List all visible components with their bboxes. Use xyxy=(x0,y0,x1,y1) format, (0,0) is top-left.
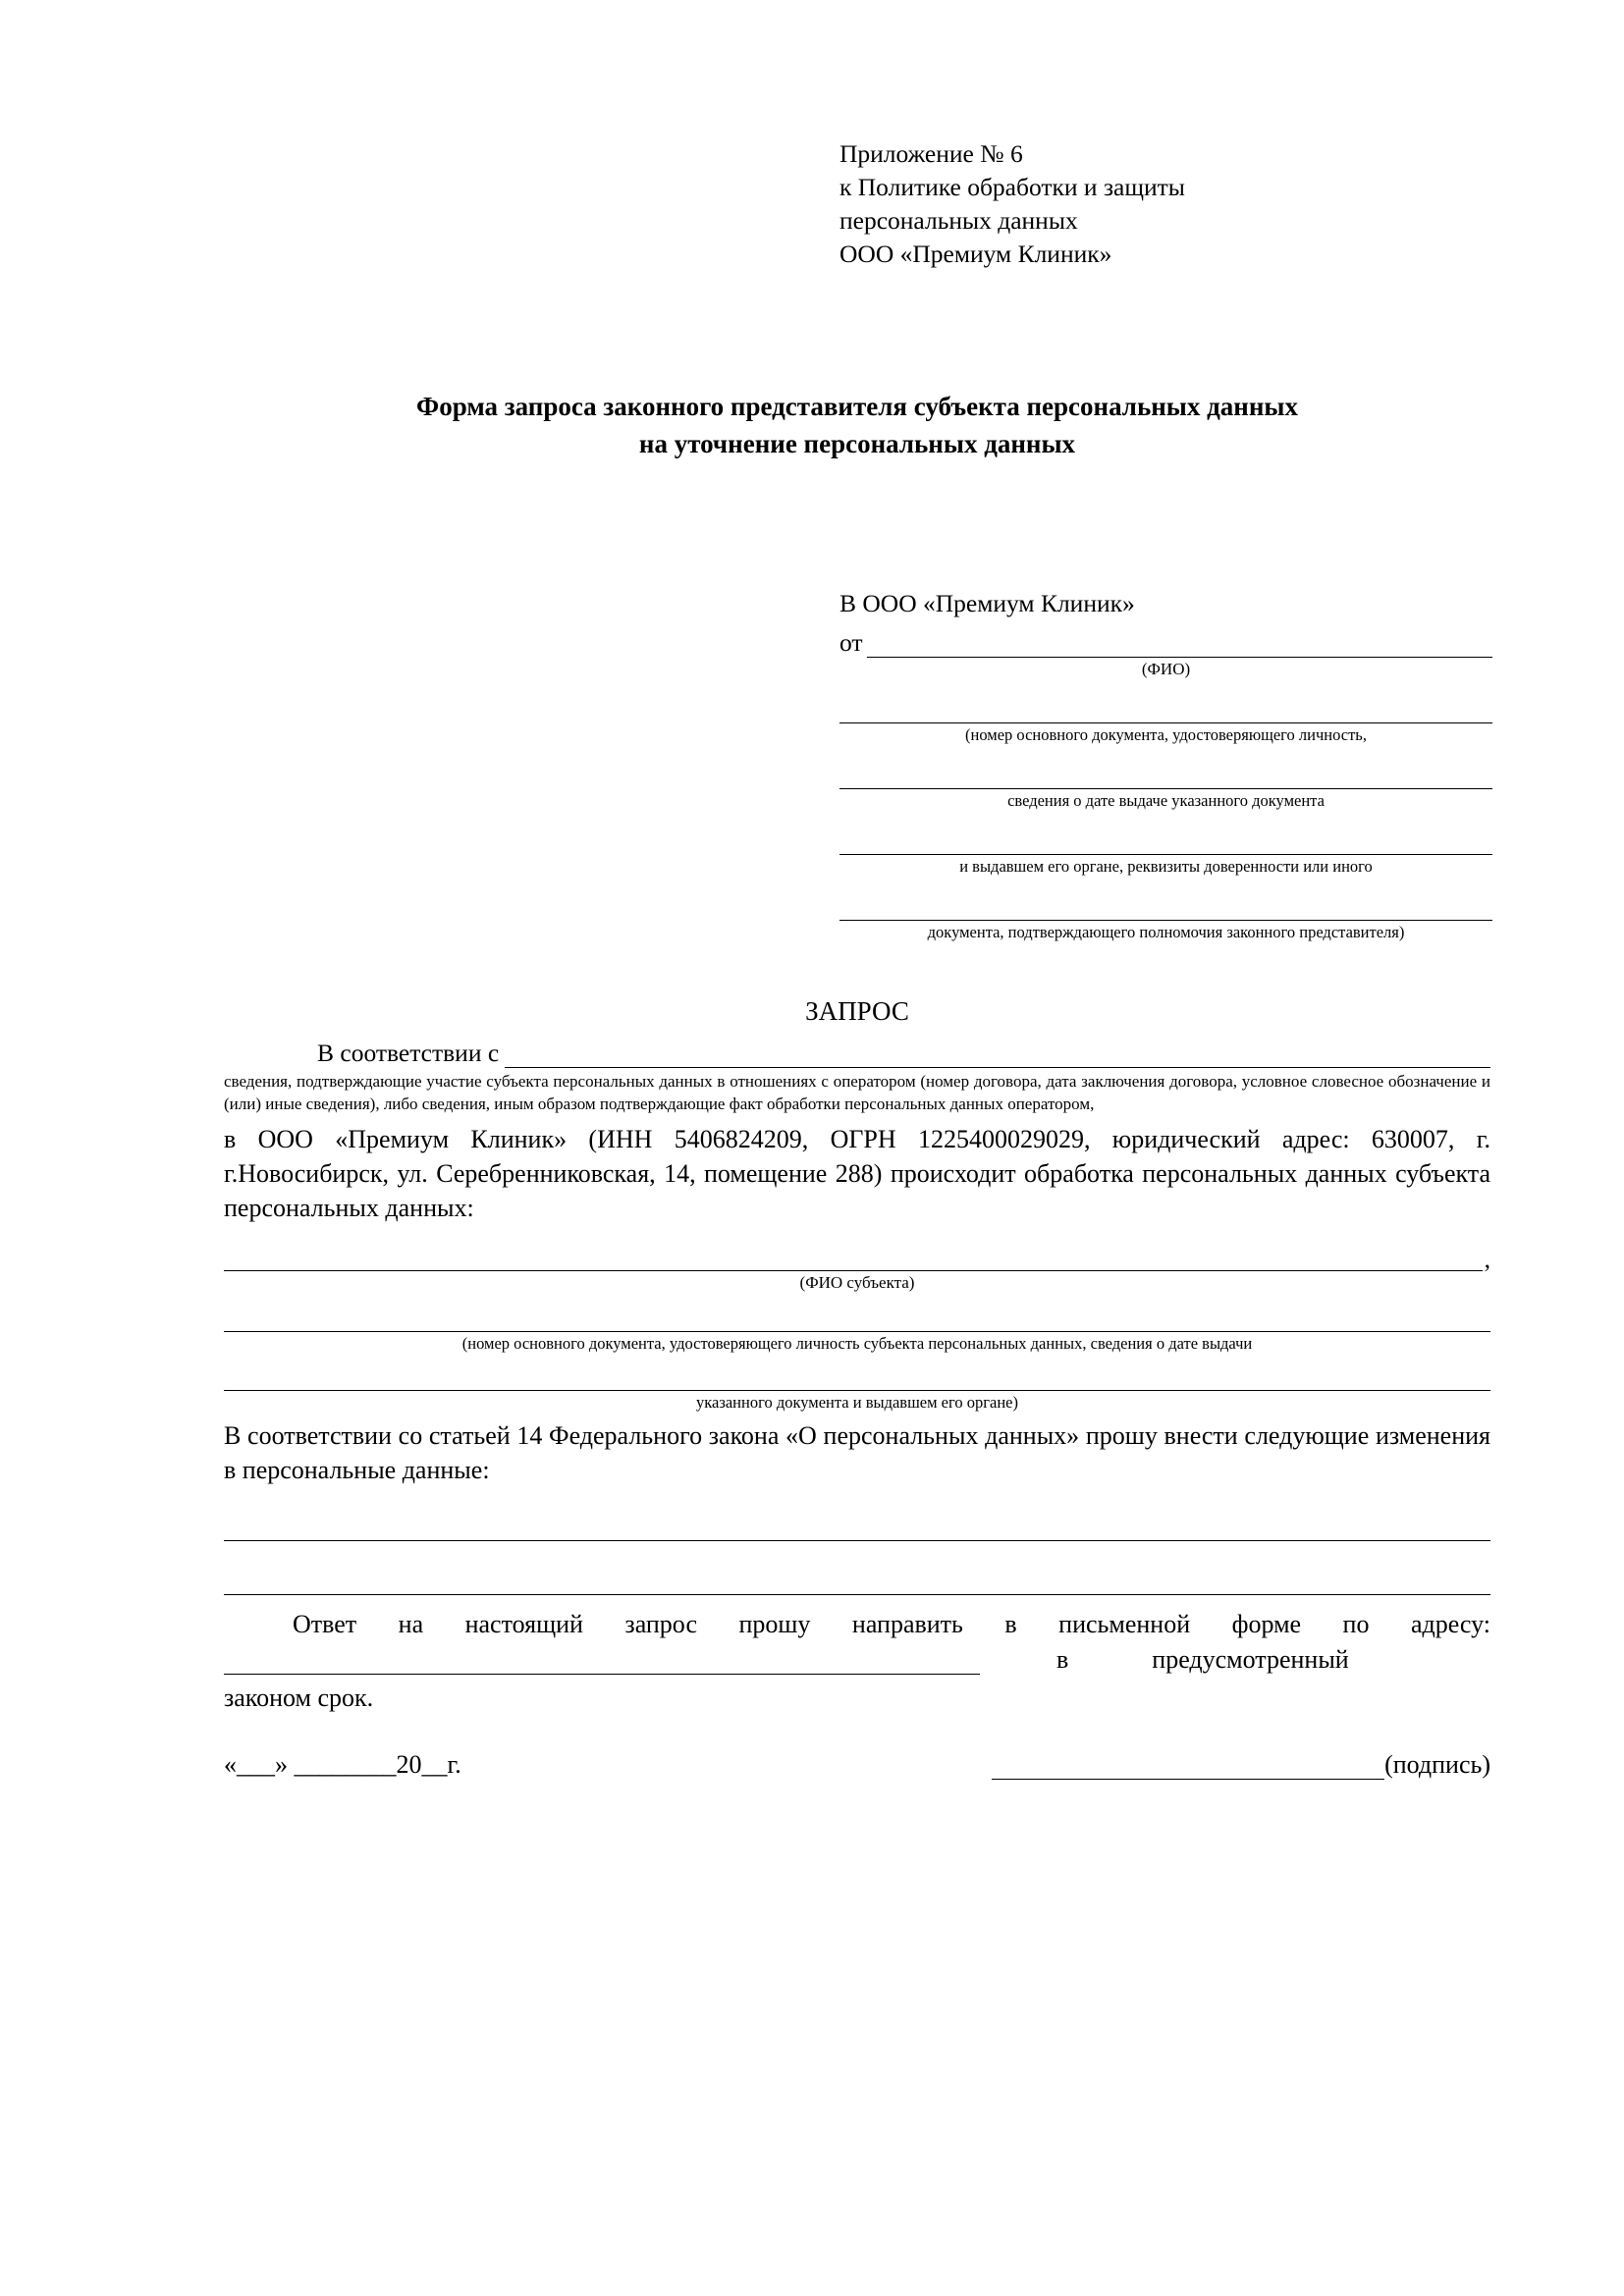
caption-doc-organ: и выдавшем его органе, реквизиты доверенности или иного xyxy=(959,856,1373,876)
signature-input-line[interactable] xyxy=(992,1751,1384,1780)
from-fio-input-line[interactable] xyxy=(867,631,1492,658)
caption-doc-number: (номер основного документа, удостоверяющего личность, xyxy=(965,725,1367,745)
intro-input-line[interactable] xyxy=(505,1041,1490,1068)
changes-input-line-2[interactable] xyxy=(224,1569,1490,1595)
caption-doc-date: сведения о дате выдаче указанного документа xyxy=(1007,791,1325,811)
page-title-line2: на уточнение персональных данных xyxy=(638,429,1076,459)
from-field-row xyxy=(839,628,1492,658)
intro-label: В соответствии с xyxy=(317,1039,500,1067)
doc-date-input-line[interactable] xyxy=(839,763,1492,789)
page-title xyxy=(224,388,1490,463)
from-label: от xyxy=(839,628,863,657)
addressee-block xyxy=(839,589,1492,942)
doc-power-input-line[interactable] xyxy=(839,894,1492,921)
subject-doc-input-line-2[interactable] xyxy=(224,1364,1490,1391)
answer-address-input-line[interactable] xyxy=(224,1648,980,1675)
doc-organ-input-line[interactable] xyxy=(839,828,1492,855)
subject-fio-input-line[interactable] xyxy=(224,1245,1483,1271)
appendix-header xyxy=(839,137,1478,271)
caption-subject-doc-2: указанного документа и выдавшем его органе) xyxy=(696,1393,1018,1413)
appendix-company: ООО «Премиум Клиник» xyxy=(839,239,1112,268)
appendix-policy-line1: к Политике обработки и защиты xyxy=(839,172,1185,201)
answer-tail: законом срок. xyxy=(224,1683,374,1713)
subject-doc-input-line[interactable] xyxy=(224,1306,1490,1332)
answer-paragraph xyxy=(224,1605,1490,1643)
caption-subject-doc: (номер основного документа, удостоверяющего личность субъекта персональных данных, сведения о дате выдачи xyxy=(461,1333,1253,1353)
doc-number-input-line[interactable] xyxy=(839,697,1492,723)
appendix-number: Приложение № 6 xyxy=(839,139,1023,168)
subject-fio-row xyxy=(224,1245,1490,1271)
subject-fio-comma: , xyxy=(1484,1244,1490,1273)
operator-paragraph: в ООО «Премиум Клиник» (ИНН 5406824209, ОГРН 1225400029029, юридический адрес: 630007, г. г.Новосибирск, ул. Серебренниковская, 14, помещение 288) происходит обработка персональных данных субъекта персональных данных: xyxy=(224,1124,1490,1223)
intro-note: сведения, подтверждающие участие субъекта персональных данных в отношениях с оператором (номер договора, дата заключения договора, условное словесное обозначение и (или) иные сведения), либо сведения, иным образом подтверждающие факт обработки персональных данных оператором, xyxy=(224,1072,1490,1113)
law-paragraph: В соответствии со статьей 14 Федерального закона «О персональных данных» прошу внести следующие изменения в персональные данные: xyxy=(224,1421,1490,1485)
answer-address-row xyxy=(224,1645,1490,1675)
caption-fio: (ФИО) xyxy=(1141,660,1191,678)
intro-row xyxy=(224,1039,1490,1068)
appendix-policy-line2: персональных данных xyxy=(839,205,1078,235)
caption-doc-power: документа, подтверждающего полномочия законного представителя) xyxy=(927,922,1405,941)
changes-input-line-1[interactable] xyxy=(224,1515,1490,1541)
date-field[interactable]: «___» ________20__г. xyxy=(224,1750,461,1780)
answer-word-predusmotrenny: предусмотренный xyxy=(1152,1645,1349,1675)
request-body xyxy=(224,1039,1490,1780)
answer-text: Ответ на настоящий запрос прошу направить в письменной форме по адресу: xyxy=(293,1610,1490,1639)
caption-subject-fio: (ФИО субъекта) xyxy=(799,1273,915,1293)
page-title-line1: Форма запроса законного представителя субъекта персональных данных xyxy=(416,392,1298,421)
addressee-organization: В ООО «Премиум Клиник» xyxy=(839,589,1135,617)
request-heading: ЗАПРОС xyxy=(805,996,909,1026)
answer-word-v: в xyxy=(1056,1645,1069,1675)
signature-row xyxy=(224,1750,1490,1780)
signature-label: (подпись) xyxy=(1384,1750,1490,1780)
